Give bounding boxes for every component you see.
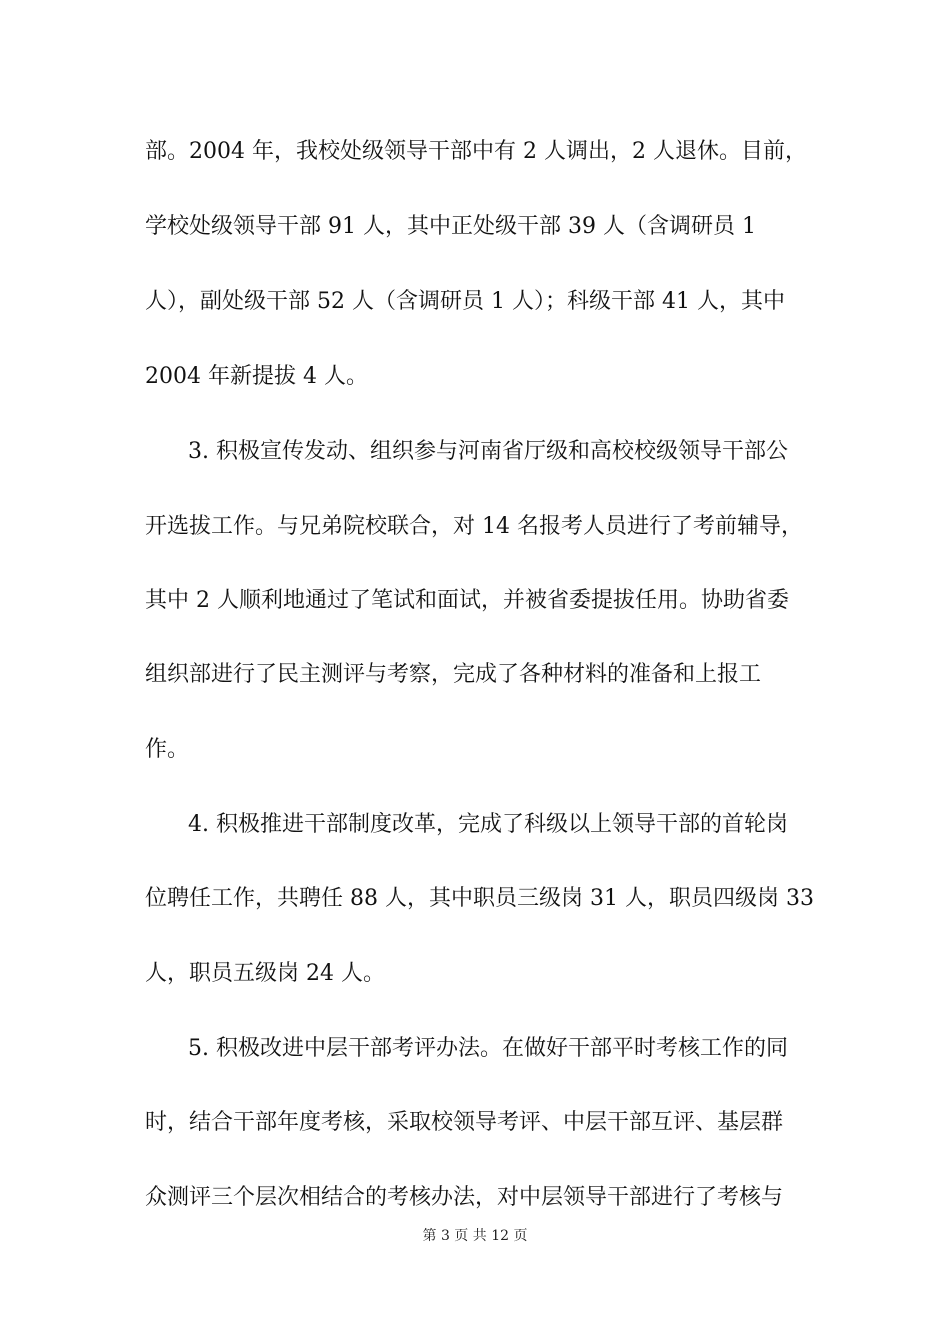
paragraph-line: 位聘任工作，共聘任 88 人，其中职员三级岗 31 人，职员四级岗 33 — [145, 886, 814, 911]
paragraph-line: 人，职员五级岗 24 人。 — [145, 961, 385, 986]
paragraph-line: 组织部进行了民主测评与考察，完成了各种材料的准备和上报工 — [145, 662, 762, 687]
paragraph-line: 时，结合干部年度考核，采取校领导考评、中层干部互评、基层群 — [145, 1110, 784, 1135]
paragraph-line: 2004 年新提拔 4 人。 — [145, 364, 368, 389]
paragraph-line: 众测评三个层次相结合的考核办法，对中层领导干部进行了考核与 — [145, 1185, 784, 1210]
paragraph-line: 3. 积极宣传发动、组织参与河南省厅级和高校校级领导干部公 — [188, 439, 788, 464]
paragraph-line: 4. 积极推进干部制度改革，完成了科级以上领导干部的首轮岗 — [188, 812, 788, 837]
paragraph-line: 学校处级领导干部 91 人，其中正处级干部 39 人（含调研员 1 — [145, 214, 756, 239]
paragraph-line: 开选拔工作。与兄弟院校联合，对 14 名报考人员进行了考前辅导， — [145, 514, 803, 539]
paragraph-line: 作。 — [145, 737, 190, 762]
page-number-footer: 第 3 页 共 12 页 — [422, 1228, 528, 1244]
paragraph-line: 其中 2 人顺利地通过了笔试和面试，并被省委提拔任用。协助省委 — [145, 588, 789, 613]
paragraph-line: 人），副处级干部 52 人（含调研员 1 人）；科级干部 41 人，其中 — [145, 289, 785, 314]
paragraph-line: 5. 积极改进中层干部考评办法。在做好干部平时考核工作的同 — [188, 1036, 788, 1061]
paragraph-line: 部。2004 年，我校处级领导干部中有 2 人调出，2 人退休。目前， — [145, 139, 807, 164]
